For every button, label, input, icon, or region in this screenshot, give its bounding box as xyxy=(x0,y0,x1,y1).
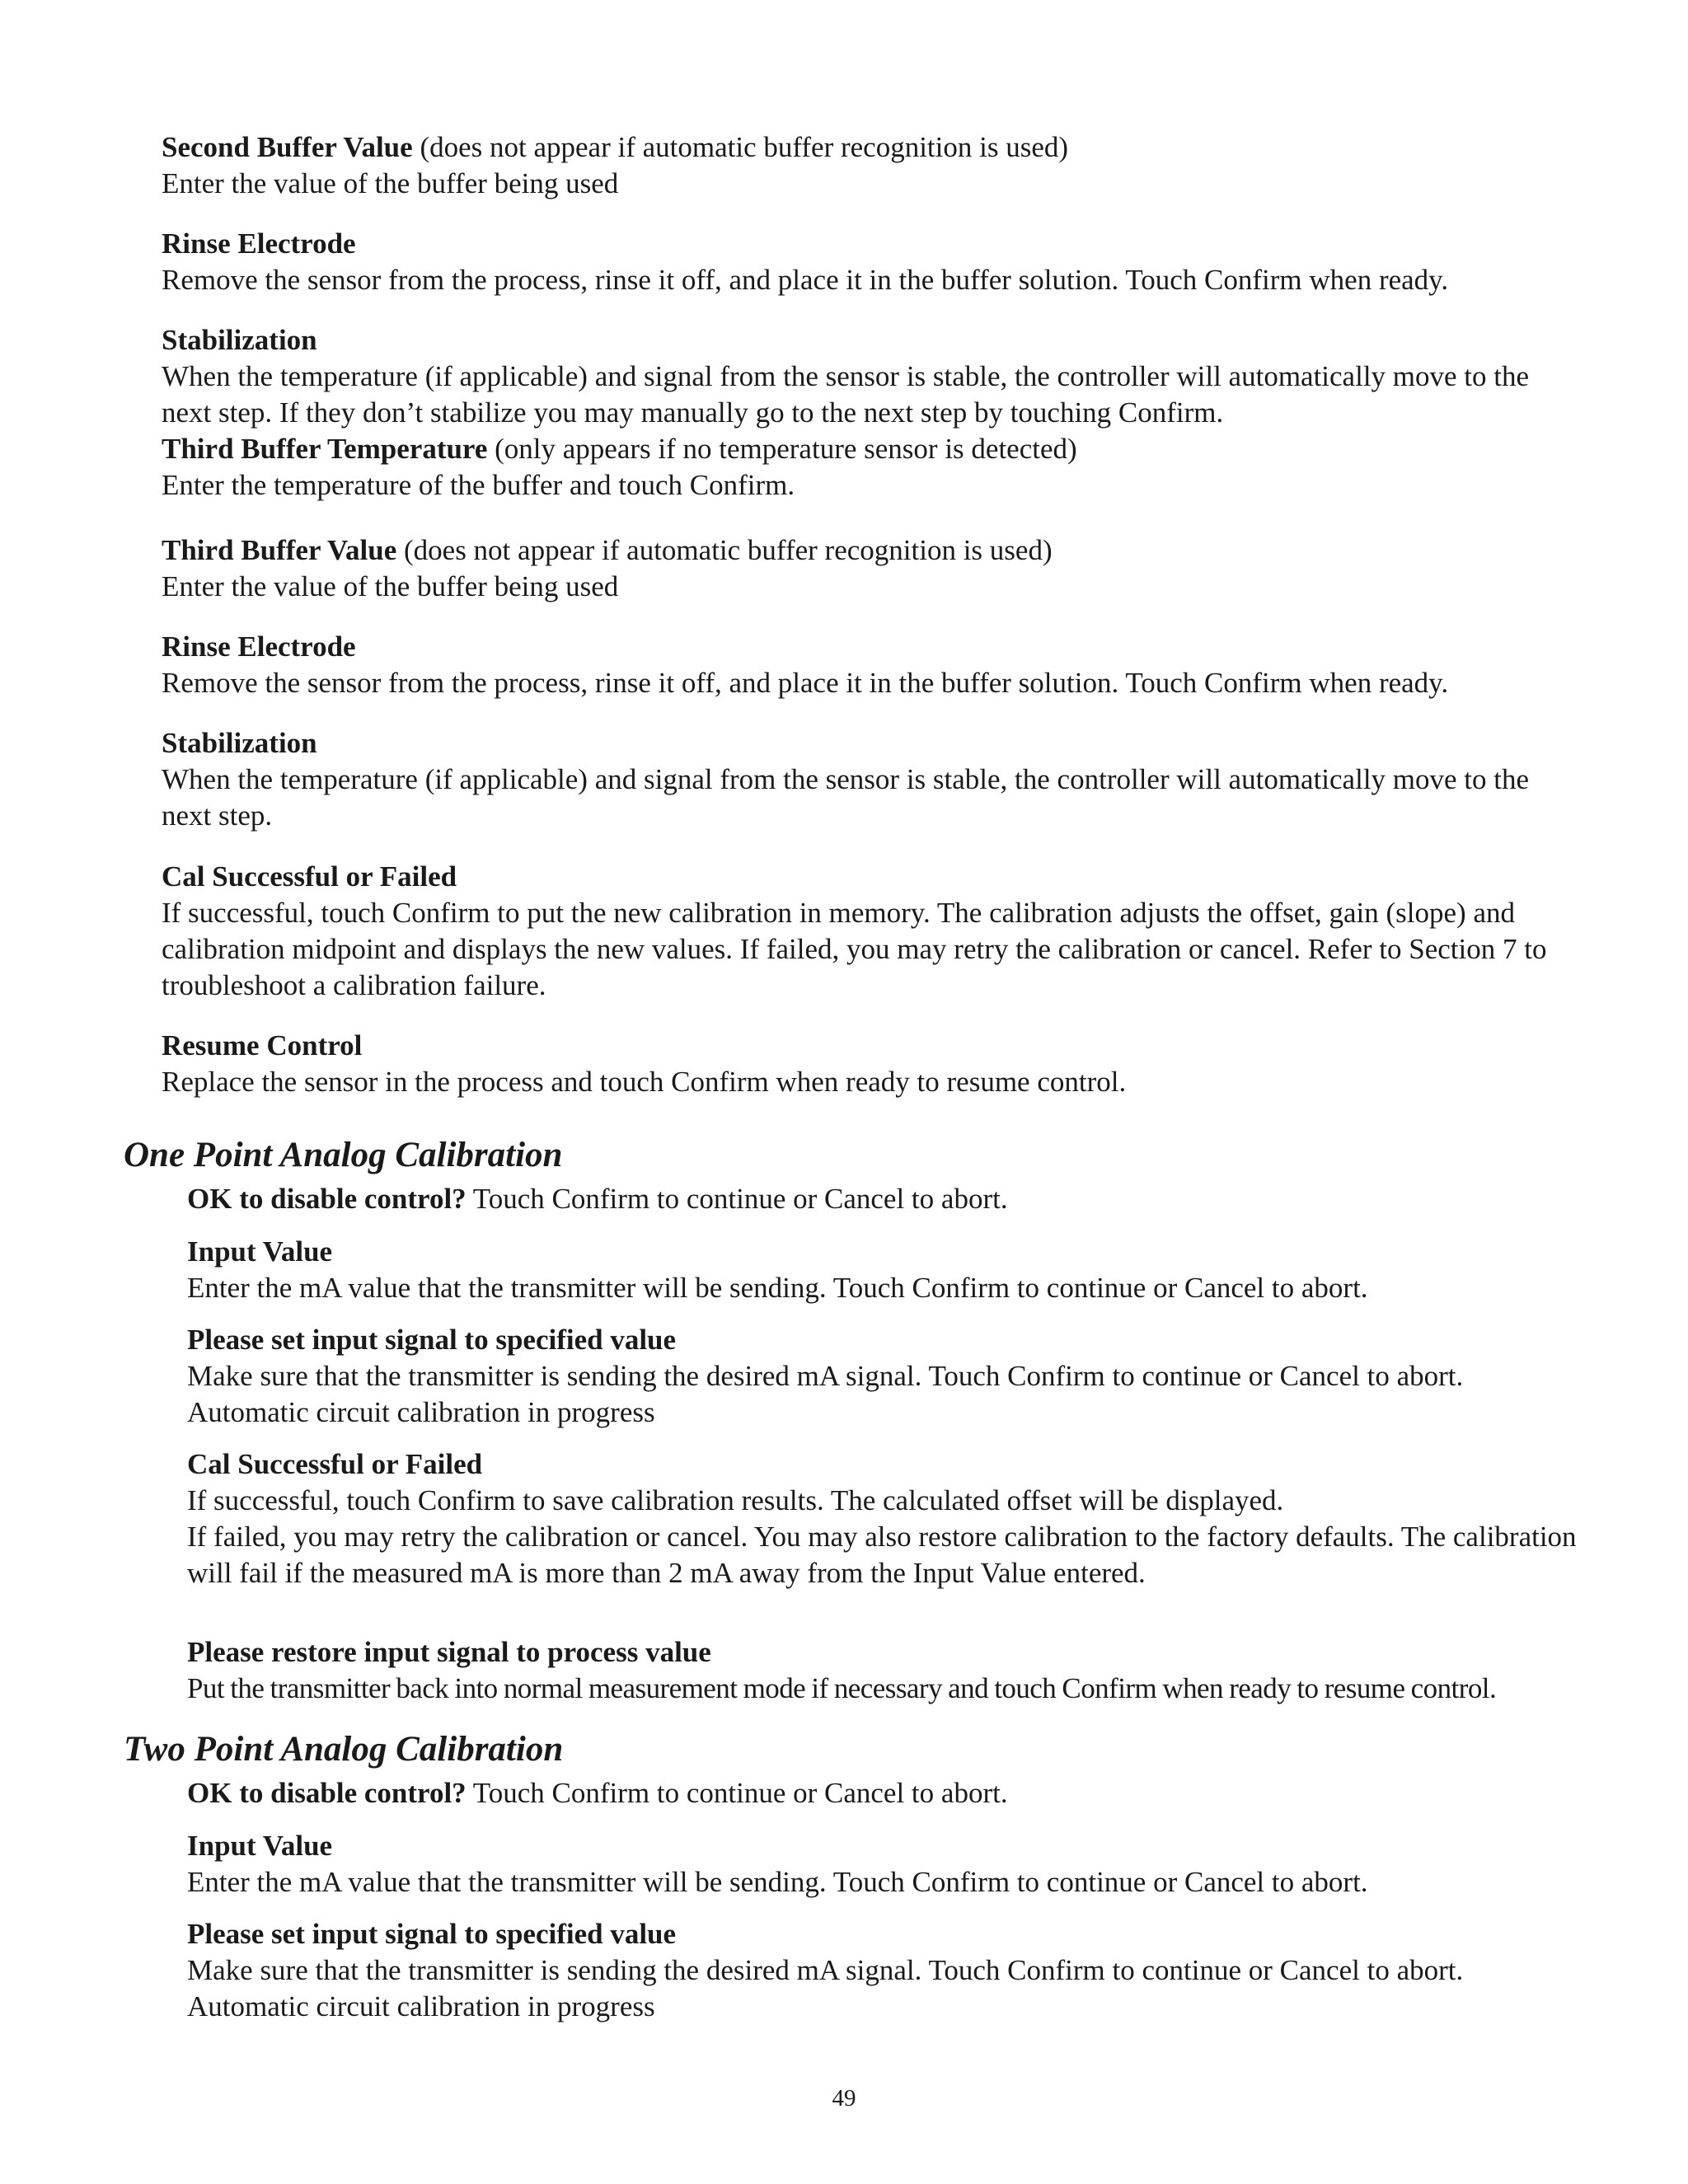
stabilization-step xyxy=(162,322,1579,504)
step-heading-line xyxy=(187,1775,1605,1811)
stabilization-step xyxy=(162,725,1579,834)
step-heading: Input Value xyxy=(187,1235,333,1268)
step-body: Enter the temperature of the buffer and touch Confirm. xyxy=(162,469,795,501)
page-number: 49 xyxy=(832,2085,856,2111)
step-heading: Cal Successful or Failed xyxy=(162,860,457,893)
set-input-signal-step xyxy=(187,1916,1605,2025)
step-body: Make sure that the transmitter is sending the desired mA signal. Touch Confirm to continue or Cancel to abort. xyxy=(187,1360,1464,1392)
rinse-electrode-step xyxy=(162,629,1579,701)
step-body: Remove the sensor from the process, rinse it off, and place it in the buffer solution. Touch Confirm when ready. xyxy=(162,264,1449,296)
step-note: (only appears if no temperature sensor is detected) xyxy=(487,433,1077,465)
step-body: If failed, you may retry the calibration or cancel. You may also restore calibration to the factory defaults. The calibration will fail if the measured mA is more than 2 mA away from the Input Value entered. xyxy=(187,1521,1577,1589)
step-heading: Third Buffer Temperature xyxy=(162,433,488,465)
step-body: Remove the sensor from the process, rinse it off, and place it in the buffer solution. Touch Confirm when ready. xyxy=(162,667,1449,699)
input-value-step xyxy=(187,1234,1605,1306)
resume-control-step xyxy=(162,1028,1579,1100)
step-heading: Rinse Electrode xyxy=(162,630,356,663)
third-buffer-value-step xyxy=(162,532,1579,605)
step-body: Touch Confirm to continue or Cancel to abort. xyxy=(466,1183,1008,1215)
step-heading-line xyxy=(162,129,1579,166)
step-heading: OK to disable control? xyxy=(187,1183,467,1215)
step-body: Enter the mA value that the transmitter will be sending. Touch Confirm to continue or Cancel to abort. xyxy=(187,1272,1368,1304)
step-body: When the temperature (if applicable) and signal from the sensor is stable, the controller will automatically move to the next step. xyxy=(162,763,1530,832)
step-body: Automatic circuit calibration in progress xyxy=(187,1396,655,1428)
step-heading: Please set input signal to specified value xyxy=(187,1324,677,1356)
step-body: If successful, touch Confirm to put the new calibration in memory. The calibration adjusts the offset, gain (slope) and calibration midpoint and displays the new values. If failed, you may retry the calibration or cancel. Refer to Section 7 to troubleshoot a calibration failure. xyxy=(162,897,1547,1001)
cal-result-step xyxy=(187,1446,1605,1591)
step-heading: Please restore input signal to process value xyxy=(187,1636,711,1668)
step-heading: Cal Successful or Failed xyxy=(187,1448,483,1480)
disable-control-step xyxy=(187,1181,1605,1217)
step-body: Put the transmitter back into normal measurement mode if necessary and touch Confirm when ready to resume control. xyxy=(187,1672,1497,1704)
step-body: Touch Confirm to continue or Cancel to abort. xyxy=(466,1777,1008,1809)
step-body: When the temperature (if applicable) and signal from the sensor is stable, the controller will automatically move to the next step. If they don’t stabilize you may manually go to the next step by touching Confirm. xyxy=(162,360,1530,429)
step-heading: Stabilization xyxy=(162,727,317,759)
step-heading: Second Buffer Value xyxy=(162,131,413,163)
set-input-signal-step xyxy=(187,1322,1605,1431)
cal-result-step xyxy=(162,859,1579,1004)
step-body: Automatic circuit calibration in progress xyxy=(187,1990,655,2022)
step-body: Enter the mA value that the transmitter will be sending. Touch Confirm to continue or Cancel to abort. xyxy=(187,1866,1368,1898)
step-heading: OK to disable control? xyxy=(187,1777,467,1809)
step-note: (does not appear if automatic buffer recognition is used) xyxy=(412,131,1069,163)
step-heading: Please set input signal to specified value xyxy=(187,1918,677,1950)
step-heading: Input Value xyxy=(187,1830,333,1862)
step-body: Enter the value of the buffer being used xyxy=(162,167,619,199)
section-title-one-point: One Point Analog Calibration xyxy=(124,1136,563,1174)
step-body: Replace the sensor in the process and touch Confirm when ready to resume control. xyxy=(162,1066,1127,1098)
disable-control-step xyxy=(187,1775,1605,1811)
step-heading-line xyxy=(162,532,1579,569)
step-heading: Resume Control xyxy=(162,1029,363,1062)
input-value-step xyxy=(187,1828,1605,1900)
restore-input-signal-step xyxy=(187,1634,1605,1707)
second-buffer-value-step xyxy=(162,129,1579,202)
step-body: Make sure that the transmitter is sending the desired mA signal. Touch Confirm to continue or Cancel to abort. xyxy=(187,1954,1464,1986)
step-heading: Stabilization xyxy=(162,324,317,356)
step-heading: Rinse Electrode xyxy=(162,227,356,260)
step-heading-line xyxy=(162,431,1579,467)
step-body: Enter the value of the buffer being used xyxy=(162,570,619,602)
step-heading: Third Buffer Value xyxy=(162,534,397,566)
step-heading-line xyxy=(187,1181,1605,1217)
section-title-two-point: Two Point Analog Calibration xyxy=(124,1730,564,1769)
step-body: If successful, touch Confirm to save calibration results. The calculated offset will be displayed. xyxy=(187,1484,1284,1516)
step-note: (does not appear if automatic buffer recognition is used) xyxy=(396,534,1053,566)
rinse-electrode-step xyxy=(162,226,1579,298)
